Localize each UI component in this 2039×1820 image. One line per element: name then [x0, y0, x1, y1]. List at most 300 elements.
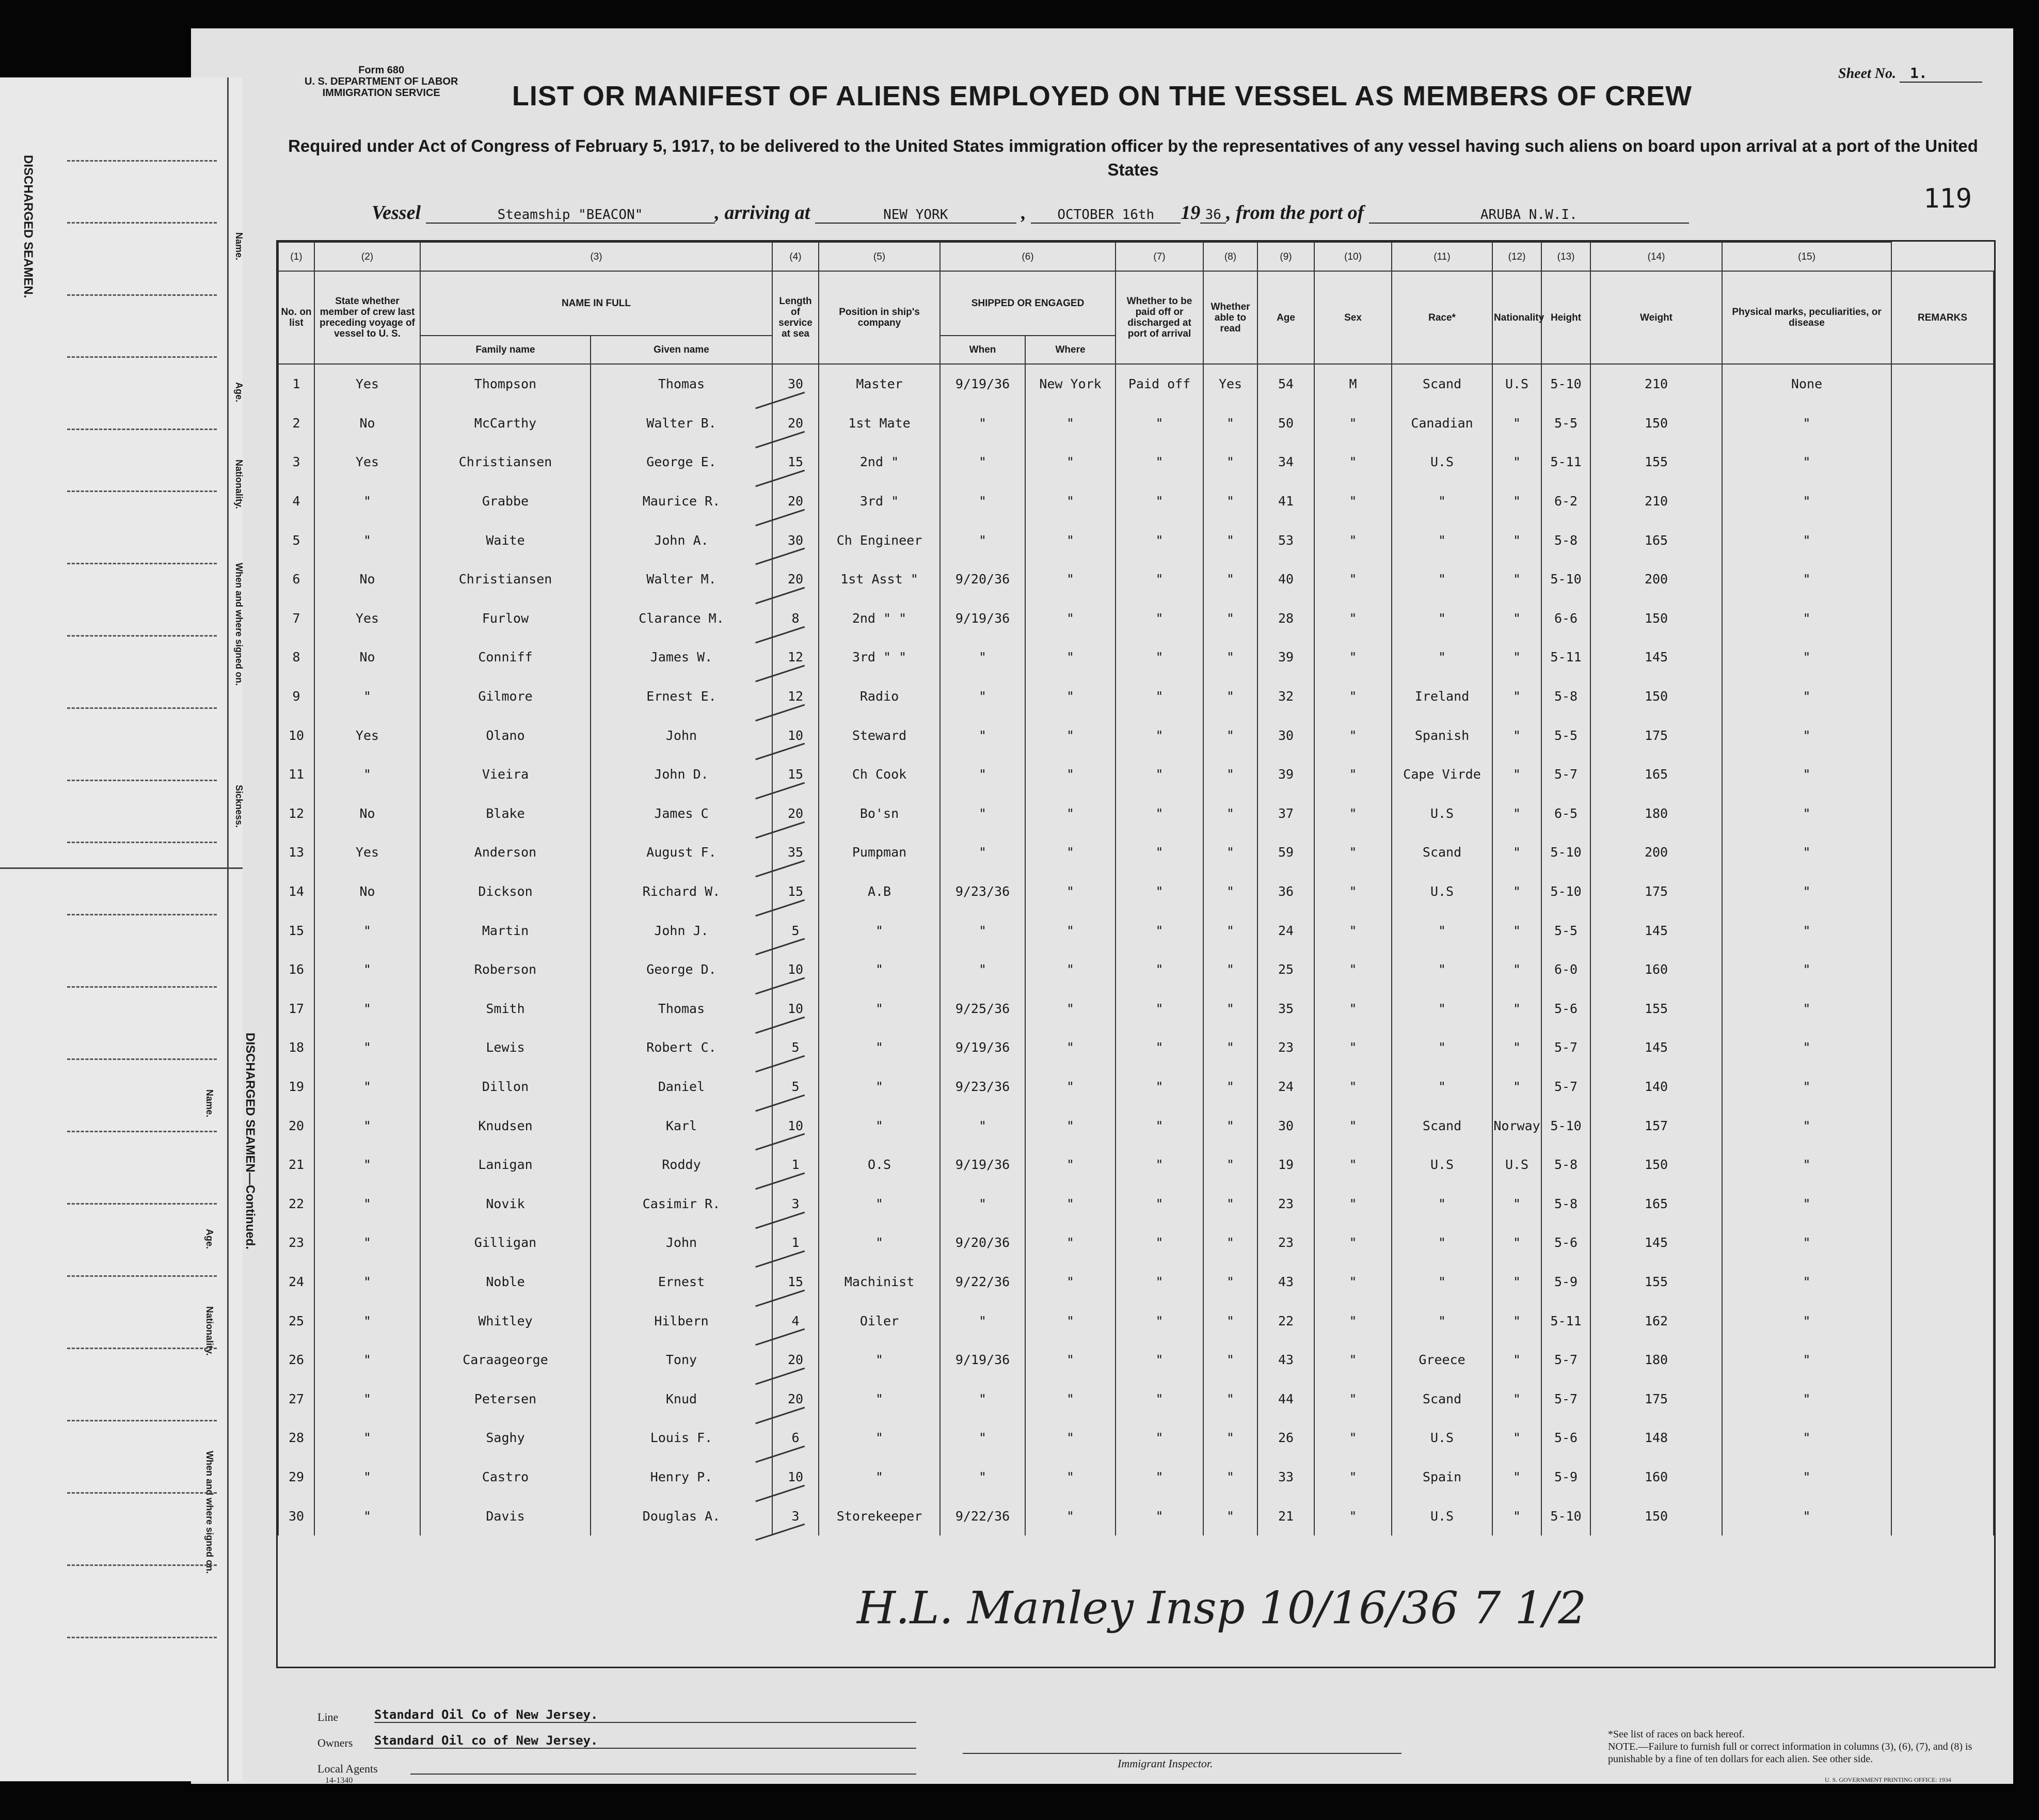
remarks-cell	[1891, 794, 1994, 833]
given-name-cell: James C	[591, 794, 772, 833]
remarks-cell	[1891, 1340, 1994, 1380]
age-cell: 23	[1257, 1223, 1314, 1262]
weight-cell: 200	[1590, 560, 1722, 599]
given-name-cell: John D.	[591, 755, 772, 794]
paid-off-cell: "	[1116, 482, 1203, 521]
physical-marks-cell: None	[1722, 364, 1891, 404]
shipped-where-cell: "	[1025, 989, 1116, 1028]
shipped-when-cell: 9/25/36	[940, 989, 1025, 1028]
nationality-cell: "	[1492, 1184, 1541, 1223]
owners-label: Owners	[317, 1736, 353, 1749]
physical-marks-cell: "	[1722, 1418, 1891, 1458]
row-number-cell: 10	[278, 716, 314, 755]
weight-cell: 150	[1590, 677, 1722, 716]
remarks-cell	[1891, 1301, 1994, 1340]
strip-divider	[227, 77, 229, 1781]
sex-cell: "	[1314, 1418, 1392, 1458]
position-cell: 3rd "	[819, 482, 940, 521]
table-row	[278, 638, 1994, 677]
previous-voyage-cell: "	[314, 677, 420, 716]
remarks-cell	[1891, 833, 1994, 872]
colnum-11: (11)	[1392, 242, 1492, 271]
shipped-where-cell: "	[1025, 520, 1116, 560]
able-to-read-cell: "	[1203, 872, 1257, 911]
department-name: U. S. DEPARTMENT OF LABOR	[305, 76, 458, 87]
shipped-when-cell: "	[940, 520, 1025, 560]
position-cell: Oiler	[819, 1301, 940, 1340]
height-cell: 5-10	[1541, 1496, 1590, 1536]
shipped-where-cell: "	[1025, 1067, 1116, 1106]
header-age: Age	[1257, 271, 1314, 364]
length-of-service-cell: 3	[772, 1496, 819, 1536]
physical-marks-cell: "	[1722, 1106, 1891, 1145]
age-cell: 23	[1257, 1028, 1314, 1067]
family-name-cell: Novik	[420, 1184, 591, 1223]
remarks-cell	[1891, 1262, 1994, 1302]
height-cell: 5-8	[1541, 1145, 1590, 1184]
position-cell: Radio	[819, 677, 940, 716]
sex-cell: "	[1314, 1458, 1392, 1497]
race-cell: "	[1392, 911, 1492, 950]
shipped-where-cell: "	[1025, 1301, 1116, 1340]
family-name-cell: Furlow	[420, 599, 591, 638]
local-agents-line	[410, 1774, 916, 1775]
given-name-cell: Ernest	[591, 1262, 772, 1302]
race-cell: Scand	[1392, 364, 1492, 404]
able-to-read-cell: "	[1203, 1301, 1257, 1340]
remarks-cell	[1891, 677, 1994, 716]
position-cell: Storekeeper	[819, 1496, 940, 1536]
header-length-of-service: Length of service at sea	[772, 271, 819, 364]
header-weight: Weight	[1590, 271, 1722, 364]
sex-cell: "	[1314, 1223, 1392, 1262]
row-number-cell: 8	[278, 638, 314, 677]
paid-off-cell: "	[1116, 1145, 1203, 1184]
paid-off-cell: "	[1116, 520, 1203, 560]
family-name-cell: Vieira	[420, 755, 591, 794]
shipped-where-cell: "	[1025, 1458, 1116, 1497]
shipped-when-cell: "	[940, 833, 1025, 872]
age-cell: 33	[1257, 1458, 1314, 1497]
age-cell: 26	[1257, 1418, 1314, 1458]
height-cell: 5-10	[1541, 872, 1590, 911]
paid-off-cell: "	[1116, 1223, 1203, 1262]
remarks-cell	[1891, 1223, 1994, 1262]
able-to-read-cell: "	[1203, 755, 1257, 794]
position-cell: 2nd "	[819, 442, 940, 482]
page-title: LIST OR MANIFEST OF ALIENS EMPLOYED ON THE VESSEL AS MEMBERS OF CREW	[512, 81, 1693, 112]
previous-voyage-cell: "	[314, 482, 420, 521]
sex-cell: "	[1314, 1067, 1392, 1106]
physical-marks-cell: "	[1722, 872, 1891, 911]
previous-voyage-cell: "	[314, 1067, 420, 1106]
previous-voyage-cell: "	[314, 989, 420, 1028]
colnum-9: (9)	[1257, 242, 1314, 271]
race-cell: Scand	[1392, 1379, 1492, 1418]
previous-voyage-cell: "	[314, 1145, 420, 1184]
paid-off-cell: "	[1116, 1184, 1203, 1223]
shipped-when-cell: 9/22/36	[940, 1262, 1025, 1302]
length-of-service-cell: 12	[772, 638, 819, 677]
position-cell: Ch Engineer	[819, 520, 940, 560]
height-cell: 5-11	[1541, 442, 1590, 482]
strip-dashed-line	[67, 1058, 217, 1060]
shipped-when-cell: 9/22/36	[940, 1496, 1025, 1536]
strip-col-name-2: Name.	[204, 1089, 215, 1118]
strip-dashed-line	[67, 563, 217, 564]
race-cell: "	[1392, 1301, 1492, 1340]
strip-dashed-line	[67, 1131, 217, 1132]
given-name-cell: Thomas	[591, 989, 772, 1028]
paid-off-cell: "	[1116, 1379, 1203, 1418]
position-cell: "	[819, 1340, 940, 1380]
nationality-cell: "	[1492, 872, 1541, 911]
remarks-cell	[1891, 442, 1994, 482]
shipped-when-cell: "	[940, 677, 1025, 716]
shipped-where-cell: "	[1025, 599, 1116, 638]
shipped-where-cell: "	[1025, 1496, 1116, 1536]
age-cell: 30	[1257, 1106, 1314, 1145]
race-cell: U.S	[1392, 872, 1492, 911]
arrival-port: NEW YORK	[815, 207, 1016, 224]
nationality-cell: "	[1492, 599, 1541, 638]
remarks-cell	[1891, 482, 1994, 521]
position-cell: "	[819, 1067, 940, 1106]
physical-marks-cell: "	[1722, 560, 1891, 599]
race-cell: U.S	[1392, 1418, 1492, 1458]
header-paid-off: Whether to be paid off or discharged at port of arrival	[1116, 271, 1203, 364]
height-cell: 5-10	[1541, 833, 1590, 872]
physical-marks-cell: "	[1722, 520, 1891, 560]
from-port-label: , from the port of	[1226, 202, 1364, 224]
nationality-cell: "	[1492, 989, 1541, 1028]
position-cell: "	[819, 1458, 940, 1497]
nationality-cell: "	[1492, 1301, 1541, 1340]
weight-cell: 140	[1590, 1067, 1722, 1106]
age-cell: 23	[1257, 1184, 1314, 1223]
race-cell: "	[1392, 560, 1492, 599]
remarks-cell	[1891, 404, 1994, 443]
race-cell: Scand	[1392, 833, 1492, 872]
physical-marks-cell: "	[1722, 1458, 1891, 1497]
position-cell: "	[819, 911, 940, 950]
able-to-read-cell: "	[1203, 1340, 1257, 1380]
position-cell: A.B	[819, 872, 940, 911]
age-cell: 44	[1257, 1379, 1314, 1418]
row-number-cell: 5	[278, 520, 314, 560]
remarks-cell	[1891, 560, 1994, 599]
able-to-read-cell: "	[1203, 638, 1257, 677]
age-cell: 22	[1257, 1301, 1314, 1340]
vessel-name: Steamship "BEACON"	[426, 207, 715, 224]
race-cell: Greece	[1392, 1340, 1492, 1380]
able-to-read-cell: "	[1203, 1262, 1257, 1302]
shipped-when-cell: "	[940, 794, 1025, 833]
weight-cell: 165	[1590, 1184, 1722, 1223]
row-number-cell: 24	[278, 1262, 314, 1302]
length-of-service-cell: 20	[772, 1379, 819, 1418]
sex-cell: "	[1314, 520, 1392, 560]
age-cell: 54	[1257, 364, 1314, 404]
year-prefix: 19	[1181, 202, 1201, 224]
colnum-4: (4)	[772, 242, 819, 271]
previous-voyage-cell: Yes	[314, 442, 420, 482]
previous-voyage-cell: "	[314, 1262, 420, 1302]
shipped-where-cell: "	[1025, 560, 1116, 599]
previous-voyage-cell: "	[314, 755, 420, 794]
table-row	[278, 1184, 1994, 1223]
row-number-cell: 27	[278, 1379, 314, 1418]
strip-dashed-line	[67, 222, 217, 224]
height-cell: 6-2	[1541, 482, 1590, 521]
shipped-when-cell: "	[940, 482, 1025, 521]
shipped-when-cell: "	[940, 442, 1025, 482]
race-cell: "	[1392, 1028, 1492, 1067]
previous-voyage-cell: "	[314, 1223, 420, 1262]
family-name-cell: Noble	[420, 1262, 591, 1302]
able-to-read-cell: "	[1203, 1184, 1257, 1223]
physical-marks-cell: "	[1722, 755, 1891, 794]
given-name-cell: August F.	[591, 833, 772, 872]
physical-marks-cell: "	[1722, 404, 1891, 443]
height-cell: 5-9	[1541, 1458, 1590, 1497]
weight-cell: 155	[1590, 1262, 1722, 1302]
shipped-where-cell: "	[1025, 755, 1116, 794]
header-position: Position in ship's company	[819, 271, 940, 364]
race-cell: "	[1392, 950, 1492, 989]
position-cell: Master	[819, 364, 940, 404]
sex-cell: "	[1314, 1028, 1392, 1067]
race-cell: U.S	[1392, 1145, 1492, 1184]
shipped-where-cell: "	[1025, 1184, 1116, 1223]
nationality-cell: "	[1492, 1262, 1541, 1302]
remarks-cell	[1891, 1106, 1994, 1145]
nationality-cell: "	[1492, 1340, 1541, 1380]
position-cell: "	[819, 1223, 940, 1262]
shipped-where-cell: "	[1025, 1223, 1116, 1262]
physical-marks-cell: "	[1722, 1145, 1891, 1184]
table-row	[278, 482, 1994, 521]
race-cell: U.S	[1392, 794, 1492, 833]
remarks-cell	[1891, 1145, 1994, 1184]
given-name-cell: George D.	[591, 950, 772, 989]
physical-marks-cell: "	[1722, 677, 1891, 716]
header-when: When	[940, 336, 1025, 364]
paid-off-cell: "	[1116, 1418, 1203, 1458]
header-height: Height	[1541, 271, 1590, 364]
given-name-cell: Clarance M.	[591, 599, 772, 638]
footer	[276, 1696, 1993, 1784]
strip-dashed-line	[67, 1348, 217, 1349]
family-name-cell: Conniff	[420, 638, 591, 677]
sex-cell: "	[1314, 1340, 1392, 1380]
nationality-cell: U.S	[1492, 364, 1541, 404]
shipped-where-cell: "	[1025, 716, 1116, 755]
row-number-cell: 28	[278, 1418, 314, 1458]
remarks-cell	[1891, 1496, 1994, 1536]
weight-cell: 180	[1590, 1340, 1722, 1380]
header-shipped-or-engaged: SHIPPED OR ENGAGED	[940, 271, 1116, 336]
paid-off-cell: "	[1116, 404, 1203, 443]
height-cell: 6-0	[1541, 950, 1590, 989]
age-cell: 37	[1257, 794, 1314, 833]
position-cell: 1st Mate	[819, 404, 940, 443]
height-cell: 5-8	[1541, 1184, 1590, 1223]
physical-marks-cell: "	[1722, 1262, 1891, 1302]
strip-dashed-line	[67, 294, 217, 296]
weight-cell: 162	[1590, 1301, 1722, 1340]
strip-col-sickness: Sickness.	[234, 785, 244, 828]
position-cell: "	[819, 1418, 940, 1458]
race-cell: "	[1392, 989, 1492, 1028]
strip-dashed-line	[67, 356, 217, 358]
table-row	[278, 989, 1994, 1028]
row-number-cell: 17	[278, 989, 314, 1028]
physical-marks-cell: "	[1722, 950, 1891, 989]
strip-dashed-line	[67, 1275, 217, 1277]
height-cell: 5-9	[1541, 1262, 1590, 1302]
paid-off-cell: "	[1116, 1028, 1203, 1067]
sex-cell: "	[1314, 1301, 1392, 1340]
previous-voyage-cell: No	[314, 794, 420, 833]
nationality-cell: "	[1492, 1379, 1541, 1418]
shipped-when-cell: "	[940, 1418, 1025, 1458]
sex-cell: "	[1314, 677, 1392, 716]
length-of-service-cell: 8	[772, 599, 819, 638]
physical-marks-cell: "	[1722, 1184, 1891, 1223]
crew-table-wrapper	[276, 240, 1996, 1668]
race-cell: Canadian	[1392, 404, 1492, 443]
race-cell: "	[1392, 599, 1492, 638]
weight-cell: 210	[1590, 482, 1722, 521]
remarks-cell	[1891, 911, 1994, 950]
physical-marks-cell: "	[1722, 794, 1891, 833]
colnum-5: (5)	[819, 242, 940, 271]
shipped-when-cell: "	[940, 755, 1025, 794]
height-cell: 5-5	[1541, 911, 1590, 950]
strip-dashed-line	[67, 914, 217, 915]
shipped-when-cell: 9/19/36	[940, 364, 1025, 404]
age-cell: 43	[1257, 1340, 1314, 1380]
nationality-cell: "	[1492, 1458, 1541, 1497]
paid-off-cell: "	[1116, 599, 1203, 638]
page-stamp-number: 119	[1923, 183, 1972, 214]
line-label: Line	[317, 1711, 339, 1723]
table-row	[278, 1028, 1994, 1067]
form-code: 14-1340	[325, 1776, 353, 1785]
weight-cell: 175	[1590, 872, 1722, 911]
row-number-cell: 25	[278, 1301, 314, 1340]
given-name-cell: Thomas	[591, 364, 772, 404]
given-name-cell: Casimir R.	[591, 1184, 772, 1223]
sex-cell: "	[1314, 1106, 1392, 1145]
strip-col-name: Name.	[234, 232, 244, 261]
length-of-service-cell: 15	[772, 755, 819, 794]
row-number-cell: 18	[278, 1028, 314, 1067]
family-name-cell: Roberson	[420, 950, 591, 989]
shipped-where-cell: "	[1025, 1418, 1116, 1458]
shipped-when-cell: 9/23/36	[940, 872, 1025, 911]
height-cell: 6-6	[1541, 599, 1590, 638]
able-to-read-cell: "	[1203, 482, 1257, 521]
form-number: Form 680	[358, 65, 405, 76]
nationality-cell: "	[1492, 794, 1541, 833]
shipped-when-cell: "	[940, 404, 1025, 443]
paid-off-cell: "	[1116, 1496, 1203, 1536]
strip-dashed-line	[67, 635, 217, 637]
able-to-read-cell: "	[1203, 1379, 1257, 1418]
race-cell: "	[1392, 1262, 1492, 1302]
family-name-cell: Anderson	[420, 833, 591, 872]
shipped-where-cell: "	[1025, 1106, 1116, 1145]
height-cell: 5-6	[1541, 1418, 1590, 1458]
length-of-service-cell: 4	[772, 1301, 819, 1340]
shipped-where-cell: "	[1025, 1379, 1116, 1418]
table-row	[278, 404, 1994, 443]
table-row	[278, 950, 1994, 989]
able-to-read-cell: "	[1203, 950, 1257, 989]
strip-col-signed-on-2: When and where signed on.	[204, 1451, 215, 1574]
family-name-cell: Olano	[420, 716, 591, 755]
owners-value: Standard Oil co of New Jersey.	[374, 1733, 916, 1749]
length-of-service-cell: 20	[772, 794, 819, 833]
nationality-cell: U.S	[1492, 1145, 1541, 1184]
strip-dashed-line	[67, 1420, 217, 1421]
family-name-cell: Smith	[420, 989, 591, 1028]
discharged-seamen-strip	[0, 77, 257, 1781]
header-remarks: REMARKS	[1891, 271, 1994, 364]
remarks-cell	[1891, 599, 1994, 638]
sex-cell: "	[1314, 442, 1392, 482]
height-cell: 5-7	[1541, 1067, 1590, 1106]
row-number-cell: 20	[278, 1106, 314, 1145]
paid-off-cell: "	[1116, 1301, 1203, 1340]
table-row	[278, 872, 1994, 911]
table-row	[278, 1262, 1994, 1302]
age-cell: 40	[1257, 560, 1314, 599]
position-cell: "	[819, 1028, 940, 1067]
row-number-cell: 2	[278, 404, 314, 443]
row-number-cell: 13	[278, 833, 314, 872]
strip-dashed-line	[67, 1203, 217, 1205]
weight-cell: 145	[1590, 638, 1722, 677]
strip-divider	[0, 867, 243, 869]
physical-marks-cell: "	[1722, 482, 1891, 521]
weight-cell: 200	[1590, 833, 1722, 872]
row-number-cell: 26	[278, 1340, 314, 1380]
age-cell: 32	[1257, 677, 1314, 716]
family-name-cell: Blake	[420, 794, 591, 833]
shipped-where-cell: "	[1025, 404, 1116, 443]
remarks-cell	[1891, 950, 1994, 989]
nationality-cell: "	[1492, 1496, 1541, 1536]
age-cell: 28	[1257, 599, 1314, 638]
remarks-cell	[1891, 755, 1994, 794]
colnum-13: (13)	[1541, 242, 1590, 271]
position-cell: 1st Asst "	[819, 560, 940, 599]
table-row	[278, 442, 1994, 482]
shipped-when-cell: "	[940, 716, 1025, 755]
given-name-cell: Louis F.	[591, 1418, 772, 1458]
height-cell: 5-7	[1541, 1028, 1590, 1067]
weight-cell: 155	[1590, 442, 1722, 482]
length-of-service-cell: 20	[772, 560, 819, 599]
family-name-cell: Lewis	[420, 1028, 591, 1067]
shipped-where-cell: "	[1025, 638, 1116, 677]
shipped-when-cell: "	[940, 1184, 1025, 1223]
header-no-on-list: No. on list	[278, 271, 314, 364]
previous-voyage-cell: "	[314, 520, 420, 560]
